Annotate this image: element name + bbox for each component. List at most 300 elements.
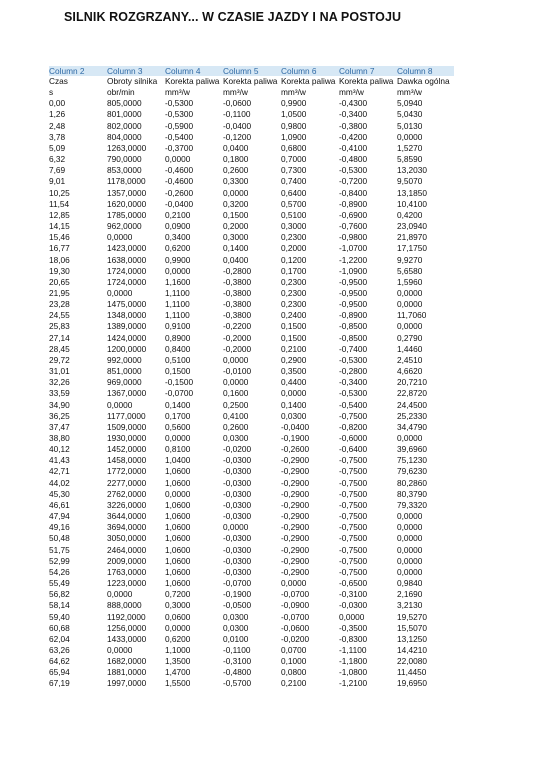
table-cell: 49,16 [49, 522, 70, 533]
table-cell: 0,9900 [165, 254, 191, 265]
table-cell: 0,0100 [223, 633, 249, 644]
table-cell: -1,2100 [339, 678, 368, 689]
table-cell: 29,72 [49, 354, 70, 365]
table-cell: 804,0000 [107, 131, 142, 142]
table-cell: 28,45 [49, 343, 70, 354]
table-cell: -0,4600 [165, 176, 194, 187]
table-cell: 0,2900 [281, 354, 307, 365]
table-cell: -0,0500 [223, 600, 252, 611]
table-cell: -0,0400 [223, 120, 252, 131]
table-cell: -0,0600 [223, 98, 252, 109]
table-cell: 11,54 [49, 198, 70, 209]
table-cell: 0,5100 [165, 354, 191, 365]
table-cell: 0,0900 [165, 221, 191, 232]
table-cell: 79,6230 [397, 466, 427, 477]
table-cell: 1256,0000 [107, 622, 147, 633]
table-cell: 10,25 [49, 187, 70, 198]
table-cell: -0,2000 [223, 332, 252, 343]
table-cell: 21,95 [49, 287, 70, 298]
unit-cell: mm³/w [397, 87, 422, 98]
table-cell: 790,0000 [107, 154, 142, 165]
table-cell: 0,2000 [223, 221, 249, 232]
table-cell: -0,6900 [339, 209, 368, 220]
table-cell: 0,0300 [281, 410, 307, 421]
table-row [49, 634, 454, 645]
table-cell: -0,7400 [339, 343, 368, 354]
table-cell: 1,1600 [165, 276, 191, 287]
table-cell: 1785,0000 [107, 209, 147, 220]
table-cell: 54,26 [49, 566, 70, 577]
table-row [49, 600, 454, 611]
table-cell: -0,0700 [223, 578, 252, 589]
table-cell: 42,71 [49, 466, 70, 477]
table-row [49, 556, 454, 567]
table-cell: 0,0300 [223, 433, 249, 443]
table-cell: 0,2100 [281, 678, 307, 689]
table-cell: 15,46 [49, 232, 70, 243]
table-cell: 0,0000 [397, 544, 423, 555]
subheader-cell: Korekta paliwa [223, 76, 278, 86]
table-cell: 0,0000 [397, 131, 423, 142]
table-cell: 0,6400 [281, 187, 307, 198]
table-cell: 0,0000 [281, 388, 307, 399]
table-cell: -0,3800 [223, 299, 252, 310]
table-cell: 52,99 [49, 555, 70, 566]
page-title: SILNIK ROZGRZANY... W CZASIE JAZDY I NA POSTOJU [64, 10, 402, 24]
table-cell: 5,0130 [397, 120, 423, 131]
table-cell: 0,00 [49, 98, 66, 109]
table-row [49, 366, 454, 377]
table-cell: 962,0000 [107, 221, 142, 232]
table-cell: -0,5900 [165, 120, 194, 131]
table-cell: -0,3400 [339, 377, 368, 388]
table-cell: -1,1100 [339, 644, 367, 655]
table-cell: 0,2400 [281, 310, 307, 321]
table-cell: 0,2300 [281, 287, 307, 298]
table-cell: 44,02 [49, 477, 70, 488]
table-cell: -0,9500 [339, 287, 368, 298]
table-cell: 888,0000 [107, 600, 142, 611]
table-row [49, 98, 454, 109]
table-cell: 0,3200 [223, 198, 249, 209]
table-row [49, 489, 454, 500]
table-cell: 1,26 [49, 109, 66, 120]
table-cell: 1,1100 [165, 310, 190, 321]
subheader-cell: Dawka ogólna [397, 76, 450, 86]
table-cell: 13,1850 [397, 187, 427, 198]
table-cell: 59,40 [49, 611, 70, 622]
table-cell: 13,2030 [397, 165, 427, 176]
table-cell: 24,4500 [397, 399, 427, 410]
table-cell: -0,7600 [339, 221, 368, 232]
table-cell: -0,1100 [223, 644, 251, 655]
table-cell: 25,83 [49, 321, 70, 332]
table-cell: 1,0600 [165, 533, 191, 544]
table-row [49, 344, 454, 355]
table-row [49, 444, 454, 455]
table-cell: -0,2900 [281, 499, 310, 510]
column-header[interactable]: Column 5 [223, 66, 259, 76]
table-row [49, 612, 454, 623]
table-cell: 0,9800 [281, 120, 307, 131]
table-cell: 1,0900 [281, 131, 307, 142]
table-cell: 19,5270 [397, 611, 427, 622]
table-cell: -0,7500 [339, 477, 368, 488]
table-cell: 1177,0000 [107, 410, 146, 421]
table-row [49, 121, 454, 132]
table-cell: 0,0000 [223, 377, 249, 388]
table-cell: 2762,0000 [107, 488, 147, 499]
table-cell: 23,0940 [397, 221, 427, 232]
table-cell: -0,9800 [339, 232, 368, 243]
table-cell: -1,0800 [339, 667, 368, 678]
table-cell: 0,0000 [397, 522, 423, 533]
table-cell: 22,0080 [397, 656, 427, 667]
column-header[interactable]: Column 4 [165, 66, 201, 76]
table-cell: 0,0000 [165, 488, 191, 499]
table-cell: 56,82 [49, 589, 70, 600]
table-cell: 0,1700 [281, 265, 307, 276]
table-cell: 11,7060 [397, 310, 427, 321]
table-row [49, 400, 454, 411]
table-cell: 802,0000 [107, 120, 142, 131]
table-cell: 1763,0000 [107, 566, 147, 577]
table-cell: 20,65 [49, 276, 70, 287]
table-cell: 31,01 [49, 366, 70, 377]
table-cell: -0,1900 [223, 589, 252, 600]
table-cell: 47,94 [49, 511, 70, 522]
table-cell: 0,0700 [281, 644, 307, 655]
table-cell: -0,3400 [339, 109, 368, 120]
table-cell: 0,3000 [223, 232, 249, 243]
table-cell: 18,06 [49, 254, 70, 265]
table-cell: -0,7500 [339, 533, 368, 544]
table-cell: 36,25 [49, 410, 70, 421]
table-cell: -0,0700 [165, 388, 194, 399]
table-cell: 0,0000 [107, 232, 133, 243]
column-header[interactable]: Column 7 [339, 66, 375, 76]
table-cell: -0,3100 [339, 589, 368, 600]
table-cell: -0,3800 [223, 310, 252, 321]
table-cell: -0,7500 [339, 466, 368, 477]
table-cell: 14,15 [49, 221, 70, 232]
table-cell: 80,3790 [397, 488, 427, 499]
table-cell: 3050,0000 [107, 533, 147, 544]
table-cell: 9,9270 [397, 254, 423, 265]
table-cell: 1389,0000 [107, 321, 147, 332]
table-cell: 0,0000 [107, 287, 133, 298]
table-cell: 60,68 [49, 622, 70, 633]
table-cell: 22,8720 [397, 388, 427, 399]
table-cell: 0,3400 [165, 232, 191, 243]
table-cell: 25,2330 [397, 410, 427, 421]
table-cell: -0,3700 [165, 142, 194, 153]
table-cell: 0,0000 [281, 578, 307, 589]
table-cell: 0,9900 [281, 98, 307, 109]
table-cell: -0,5300 [339, 388, 368, 399]
table-cell: 0,8100 [165, 444, 191, 455]
table-cell: 0,5600 [165, 421, 191, 432]
unit-cell: mm³/w [165, 87, 190, 98]
table-cell: -0,0700 [281, 611, 310, 622]
column-header[interactable]: Column 8 [397, 66, 433, 76]
table-cell: 9,5070 [397, 176, 423, 187]
table-cell: 0,0600 [165, 611, 191, 622]
table-cell: 5,0940 [397, 98, 423, 109]
table-cell: 15,5070 [397, 622, 427, 633]
table-row [49, 589, 454, 600]
table-row [49, 188, 454, 199]
table-cell: -0,0300 [339, 600, 368, 611]
table-cell: 0,2600 [223, 421, 249, 432]
table-cell: -0,0300 [223, 455, 252, 466]
table-cell: -0,0200 [223, 444, 252, 455]
table-cell: 0,1000 [281, 656, 307, 667]
table-row [49, 667, 454, 678]
unit-row [49, 87, 454, 98]
table-cell: 1,0600 [165, 544, 191, 555]
table-cell: -0,3800 [339, 120, 368, 131]
table-cell: 33,59 [49, 388, 70, 399]
table-row [49, 277, 454, 288]
table-cell: -0,0300 [223, 511, 252, 522]
table-cell: -0,3500 [339, 622, 368, 633]
table-cell: 0,6200 [165, 243, 191, 254]
table-cell: 0,0000 [397, 321, 423, 332]
table-cell: 0,0000 [397, 533, 423, 544]
table-cell: 1620,0000 [107, 198, 147, 209]
table-cell: -0,0400 [165, 198, 194, 209]
table-cell: 55,49 [49, 578, 70, 589]
table-cell: 0,1200 [281, 254, 307, 265]
table-cell: 0,2790 [397, 332, 423, 343]
table-cell: -1,2200 [339, 254, 368, 265]
table-cell: 0,0000 [165, 622, 191, 633]
table-cell: -0,8300 [339, 633, 368, 644]
table-cell: 20,7210 [397, 377, 427, 388]
table-cell: -0,7500 [339, 410, 368, 421]
table-cell: -0,2200 [223, 321, 252, 332]
table-cell: -0,7500 [339, 555, 368, 566]
table-cell: 14,4210 [397, 644, 427, 655]
table-cell: -0,0300 [223, 566, 252, 577]
table-cell: 0,4200 [397, 209, 423, 220]
column-header[interactable]: Column 6 [281, 66, 317, 76]
table-cell: 19,6950 [397, 678, 427, 689]
table-cell: -0,2900 [281, 533, 310, 544]
table-cell: 0,8900 [165, 332, 191, 343]
table-cell: 10,4100 [397, 198, 427, 209]
table-cell: -0,0400 [281, 421, 310, 432]
table-cell: 3,2130 [397, 600, 423, 611]
table-cell: 2277,0000 [107, 477, 147, 488]
table-cell: -0,1100 [223, 109, 251, 120]
table-cell: 0,3500 [281, 366, 307, 377]
table-cell: 0,0400 [223, 254, 249, 265]
table-cell: 11,4450 [397, 667, 427, 678]
subheader-row [49, 76, 454, 87]
table-cell: 0,0000 [397, 299, 423, 310]
table-cell: 0,0000 [107, 589, 133, 600]
table-row [49, 623, 454, 634]
unit-cell: obr/min [107, 87, 135, 98]
table-cell: 0,5700 [281, 198, 307, 209]
table-cell: 1,4460 [397, 343, 423, 354]
table-cell: -0,0200 [281, 633, 310, 644]
table-cell: 0,0000 [223, 522, 249, 533]
table-cell: 0,2000 [281, 243, 307, 254]
table-cell: 1,0600 [165, 466, 191, 477]
table-cell: 0,0400 [223, 142, 249, 153]
table-row [49, 310, 454, 321]
subheader-cell: Korekta paliwa [339, 76, 394, 86]
column-header[interactable]: Column 3 [107, 66, 143, 76]
table-cell: 0,1700 [165, 410, 191, 421]
unit-cell: mm³/w [281, 87, 306, 98]
table-cell: -0,0300 [223, 533, 252, 544]
table-cell: 2009,0000 [107, 555, 147, 566]
column-header[interactable]: Column 2 [49, 66, 85, 76]
table-row [49, 511, 454, 522]
table-cell: 1,3500 [165, 656, 191, 667]
table-row [49, 533, 454, 544]
table-row [49, 466, 454, 477]
data-table [49, 66, 454, 690]
table-cell: -0,2900 [281, 566, 310, 577]
table-row [49, 455, 454, 466]
table-cell: 0,1600 [223, 388, 249, 399]
table-row [49, 545, 454, 556]
table-cell: 3226,0000 [107, 499, 147, 510]
table-cell: 1,5960 [397, 276, 423, 287]
table-row [49, 433, 454, 444]
table-cell: 1997,0000 [107, 678, 147, 689]
table-row [49, 288, 454, 299]
table-row [49, 232, 454, 243]
table-cell: 65,94 [49, 667, 70, 678]
table-row [49, 500, 454, 511]
table-cell: 37,47 [49, 421, 70, 432]
table-cell: -0,7500 [339, 566, 368, 577]
table-cell: 1,4700 [165, 667, 191, 678]
table-cell: -0,6400 [339, 444, 368, 455]
table-cell: -0,4200 [339, 131, 368, 142]
table-cell: 0,0000 [165, 433, 191, 443]
table-cell: -0,5400 [165, 131, 194, 142]
table-cell: -0,7500 [339, 499, 368, 510]
table-cell: 1200,0000 [107, 343, 147, 354]
table-cell: 1638,0000 [107, 254, 147, 265]
table-cell: 21,8970 [397, 232, 427, 243]
table-cell: -0,1500 [165, 377, 194, 388]
table-cell: 2,4510 [397, 354, 423, 365]
table-cell: 1724,0000 [107, 276, 147, 287]
table-cell: -0,3800 [223, 276, 252, 287]
table-cell: 0,0000 [397, 566, 423, 577]
table-cell: 17,1750 [397, 243, 427, 254]
table-cell: 0,0000 [107, 644, 133, 655]
table-row [49, 377, 454, 388]
table-cell: 0,2300 [281, 299, 307, 310]
table-row [49, 299, 454, 310]
table-row [49, 321, 454, 332]
table-cell: 0,2600 [223, 165, 249, 176]
table-cell: 0,0000 [223, 354, 249, 365]
table-cell: 1,0400 [165, 455, 191, 466]
table-cell: -0,7500 [339, 455, 368, 466]
table-cell: 67,19 [49, 678, 70, 689]
table-cell: 805,0000 [107, 98, 142, 109]
table-cell: 1509,0000 [107, 421, 147, 432]
table-cell: 0,0300 [223, 622, 249, 633]
table-cell: 13,1250 [397, 633, 427, 644]
table-row [49, 645, 454, 656]
table-cell: -0,4300 [339, 98, 368, 109]
table-cell: 51,75 [49, 544, 70, 555]
table-cell: -0,2600 [281, 444, 310, 455]
table-cell: 0,6800 [281, 142, 307, 153]
table-cell: 1772,0000 [107, 466, 147, 477]
table-cell: 2464,0000 [107, 544, 147, 555]
table-cell: -0,8900 [339, 310, 368, 321]
table-cell: 0,4100 [223, 410, 249, 421]
table-row [49, 411, 454, 422]
table-cell: 1,1000 [165, 644, 191, 655]
table-cell: 2,1690 [397, 589, 423, 600]
subheader-cell: Czas [49, 76, 68, 86]
table-cell: 1,0500 [281, 109, 307, 120]
table-cell: 1,0600 [165, 499, 191, 510]
table-cell: 1263,0000 [107, 142, 147, 153]
table-cell: 7,69 [49, 165, 66, 176]
table-cell: -0,0300 [223, 544, 252, 555]
table-cell: 1,1100 [165, 287, 190, 298]
subheader-cell: Korekta paliwa [281, 76, 336, 86]
unit-cell: mm³/w [339, 87, 364, 98]
table-cell: -0,8500 [339, 332, 368, 343]
table-cell: -0,3100 [223, 656, 252, 667]
table-cell: -0,5400 [339, 399, 368, 410]
table-row [49, 143, 454, 154]
table-cell: 1,0600 [165, 522, 191, 533]
table-cell: 3,78 [49, 131, 66, 142]
table-cell: -0,2800 [223, 265, 252, 276]
table-cell: -0,2900 [281, 522, 310, 533]
table-cell: -0,9500 [339, 299, 368, 310]
table-cell: 1682,0000 [107, 656, 147, 667]
table-cell: 1,0600 [165, 555, 191, 566]
table-cell: 58,14 [49, 600, 70, 611]
table-cell: 0,7200 [165, 589, 191, 600]
table-cell: 1367,0000 [107, 388, 147, 399]
table-cell: -0,5300 [339, 165, 368, 176]
table-cell: -0,1900 [281, 433, 310, 443]
table-cell: 1357,0000 [107, 187, 147, 198]
table-cell: 80,2860 [397, 477, 427, 488]
table-cell: 1223,0000 [107, 578, 147, 589]
table-cell: 0,7000 [281, 154, 307, 165]
table-cell: -0,3800 [223, 287, 252, 298]
table-cell: -0,0600 [281, 622, 310, 633]
table-cell: 38,80 [49, 433, 70, 443]
table-row [49, 132, 454, 143]
table-cell: 851,0000 [107, 366, 142, 377]
table-cell: -0,4800 [223, 667, 252, 678]
table-row [49, 333, 454, 344]
table-cell: 0,0300 [223, 611, 249, 622]
table-cell: -0,2900 [281, 455, 310, 466]
table-cell: 1930,0000 [107, 433, 147, 443]
